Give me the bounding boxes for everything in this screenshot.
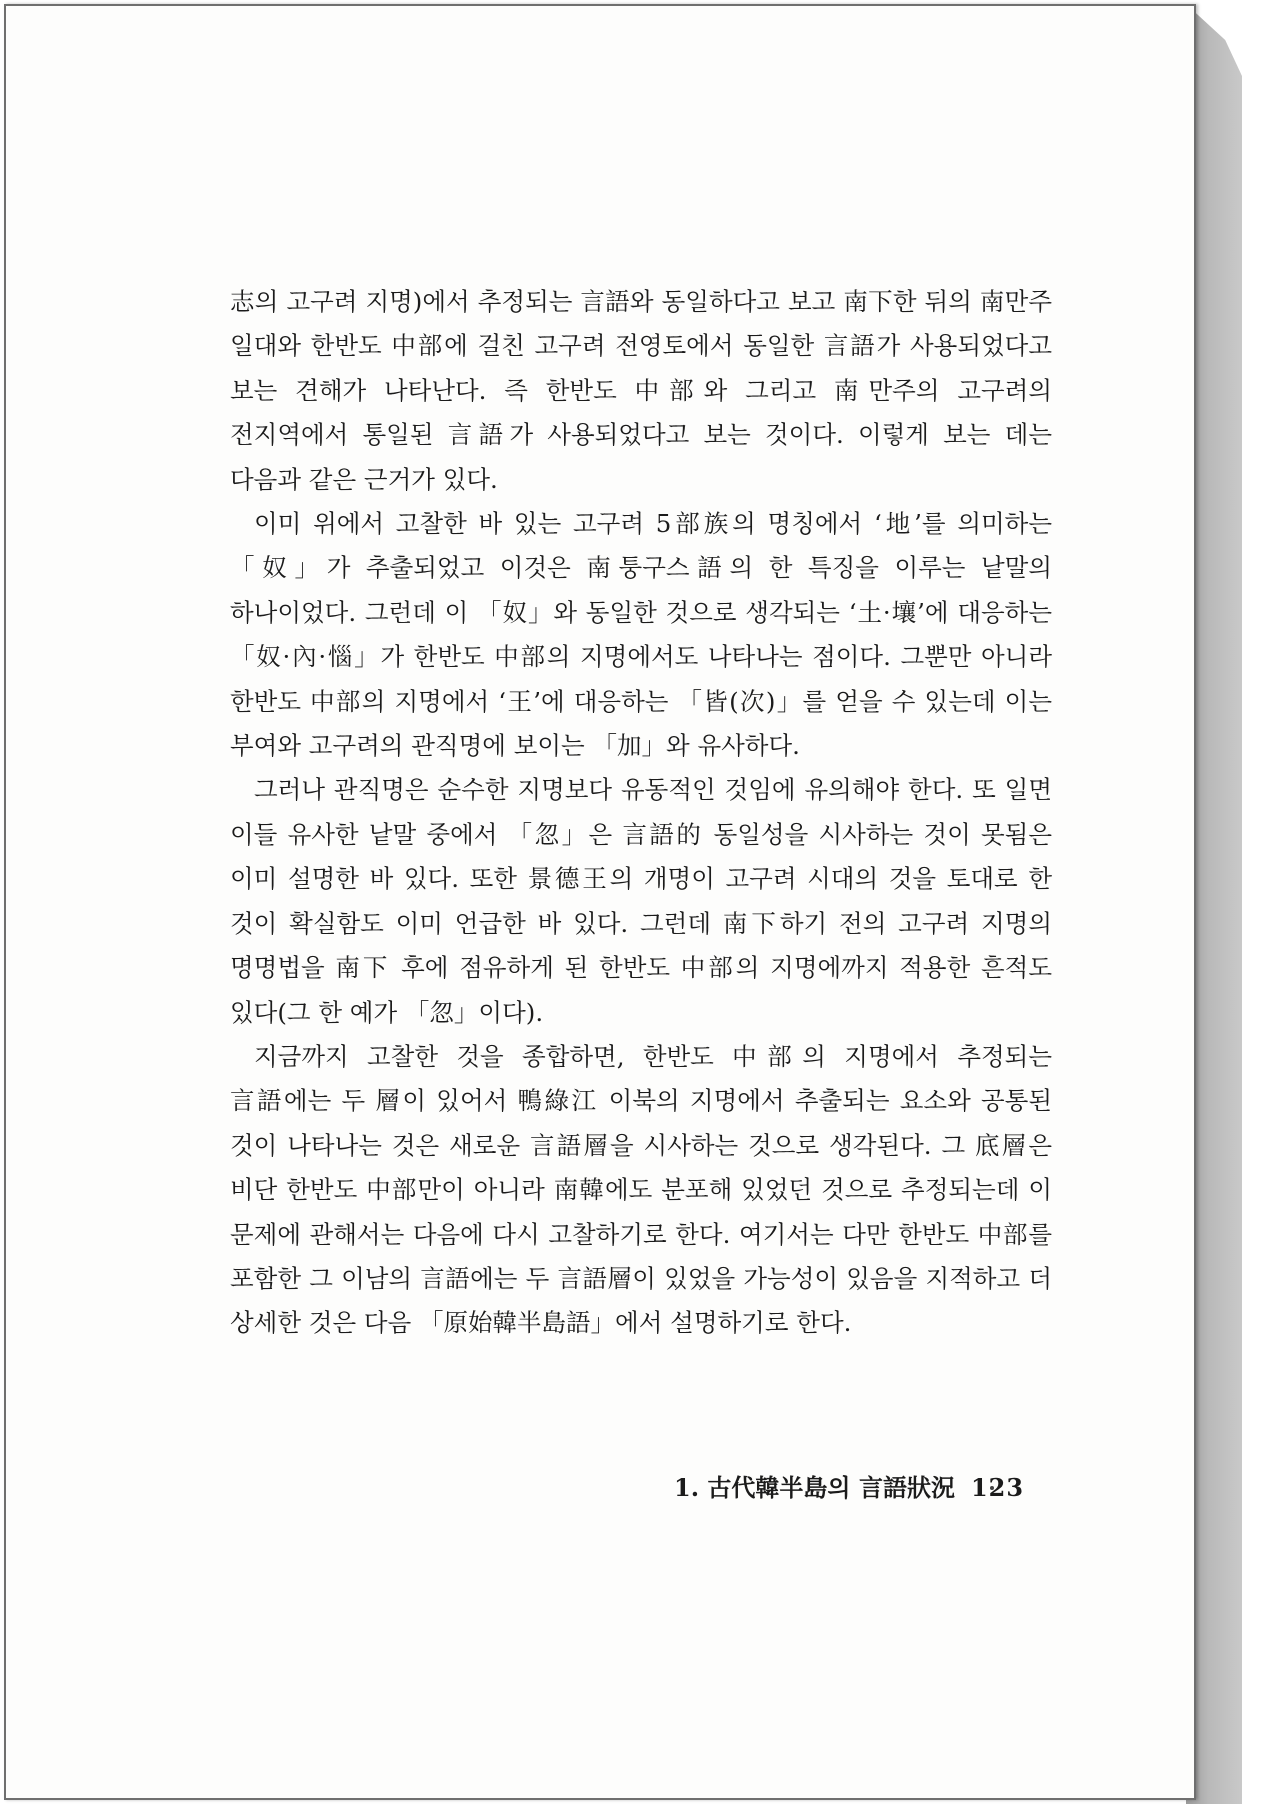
body-text: [230, 280, 1052, 1346]
running-footer: [674, 1468, 1034, 1503]
paragraph-2: 이미 위에서 고찰한 바 있는 고구려 5部族의 명칭에서 ‘地’를 의미하는 「奴」가 추출되었고 이것은 南퉁구스語의 한 특징을 이루는 낱말의 하나이었다. 그런데 이 「奴」와 동일한 것으로 생각되는 ‘土·壤’에 대응하는 「奴·內·惱」가 한반도 中部의 지명에서도 나타나는 점이다. 그뿐만 아니라 한반도 中部의 지명에서 ‘王’에 대응하는 「皆(次)」를 얻을 수 있는데 이는 부여와 고구려의 관직명에 보이는 「加」와 유사하다.: [230, 509, 1052, 761]
paragraph-1: 志의 고구려 지명)에서 추정되는 言語와 동일하다고 보고 南下한 뒤의 南만주 일대와 한반도 中部에 걸친 고구려 전영토에서 동일한 言語가 사용되었다고 보는 견해가 나타난다. 즉 한반도 中部와 그리고 南만주의 고구려의 전지역에서 통일된 言語가 사용되었다고 보는 것이다. 이렇게 보는 데는 다음과 같은 근거가 있다.: [230, 287, 1052, 494]
paragraph-4: 지금까지 고찰한 것을 종합하면, 한반도 中部의 지명에서 추정되는 言語에는 두 層이 있어서 鴨綠江 이북의 지명에서 추출되는 요소와 공통된 것이 나타나는 것은 새로운 言語層을 시사하는 것으로 생각된다. 그 底層은 비단 한반도 中部만이 아니라 南韓에도 분포해 있었던 것으로 추정되는데 이 문제에 관해서는 다음에 다시 고찰하기로 한다. 여기서는 다만 한반도 中部를 포함한 그 이남의 言語에는 두 言語層이 있었을 가능성이 있음을 지적하고 더 상세한 것은 다음 「原始韓半島語」에서 설명하기로 한다.: [230, 1041, 1052, 1338]
paragraph-3: 그러나 관직명은 순수한 지명보다 유동적인 것임에 유의해야 한다. 또 일면 이들 유사한 낱말 중에서 「忽」은 言語的 동일성을 시사하는 것이 못됨은 이미 설명한 바 있다. 또한 景德王의 개명이 고구려 시대의 것을 토대로 한 것이 확실함도 이미 언급한 바 있다. 그런데 南下하기 전의 고구려 지명의 명명법을 南下 후에 점유하게 된 한반도 中部의 지명에까지 적용한 흔적도 있다(그 한 예가 「忽」이다).: [230, 775, 1052, 1027]
page-number: 123: [970, 1473, 1025, 1502]
book-page: [4, 4, 1196, 1800]
section-title: 1. 古代韓半島의 言語狀況: [674, 1473, 955, 1502]
